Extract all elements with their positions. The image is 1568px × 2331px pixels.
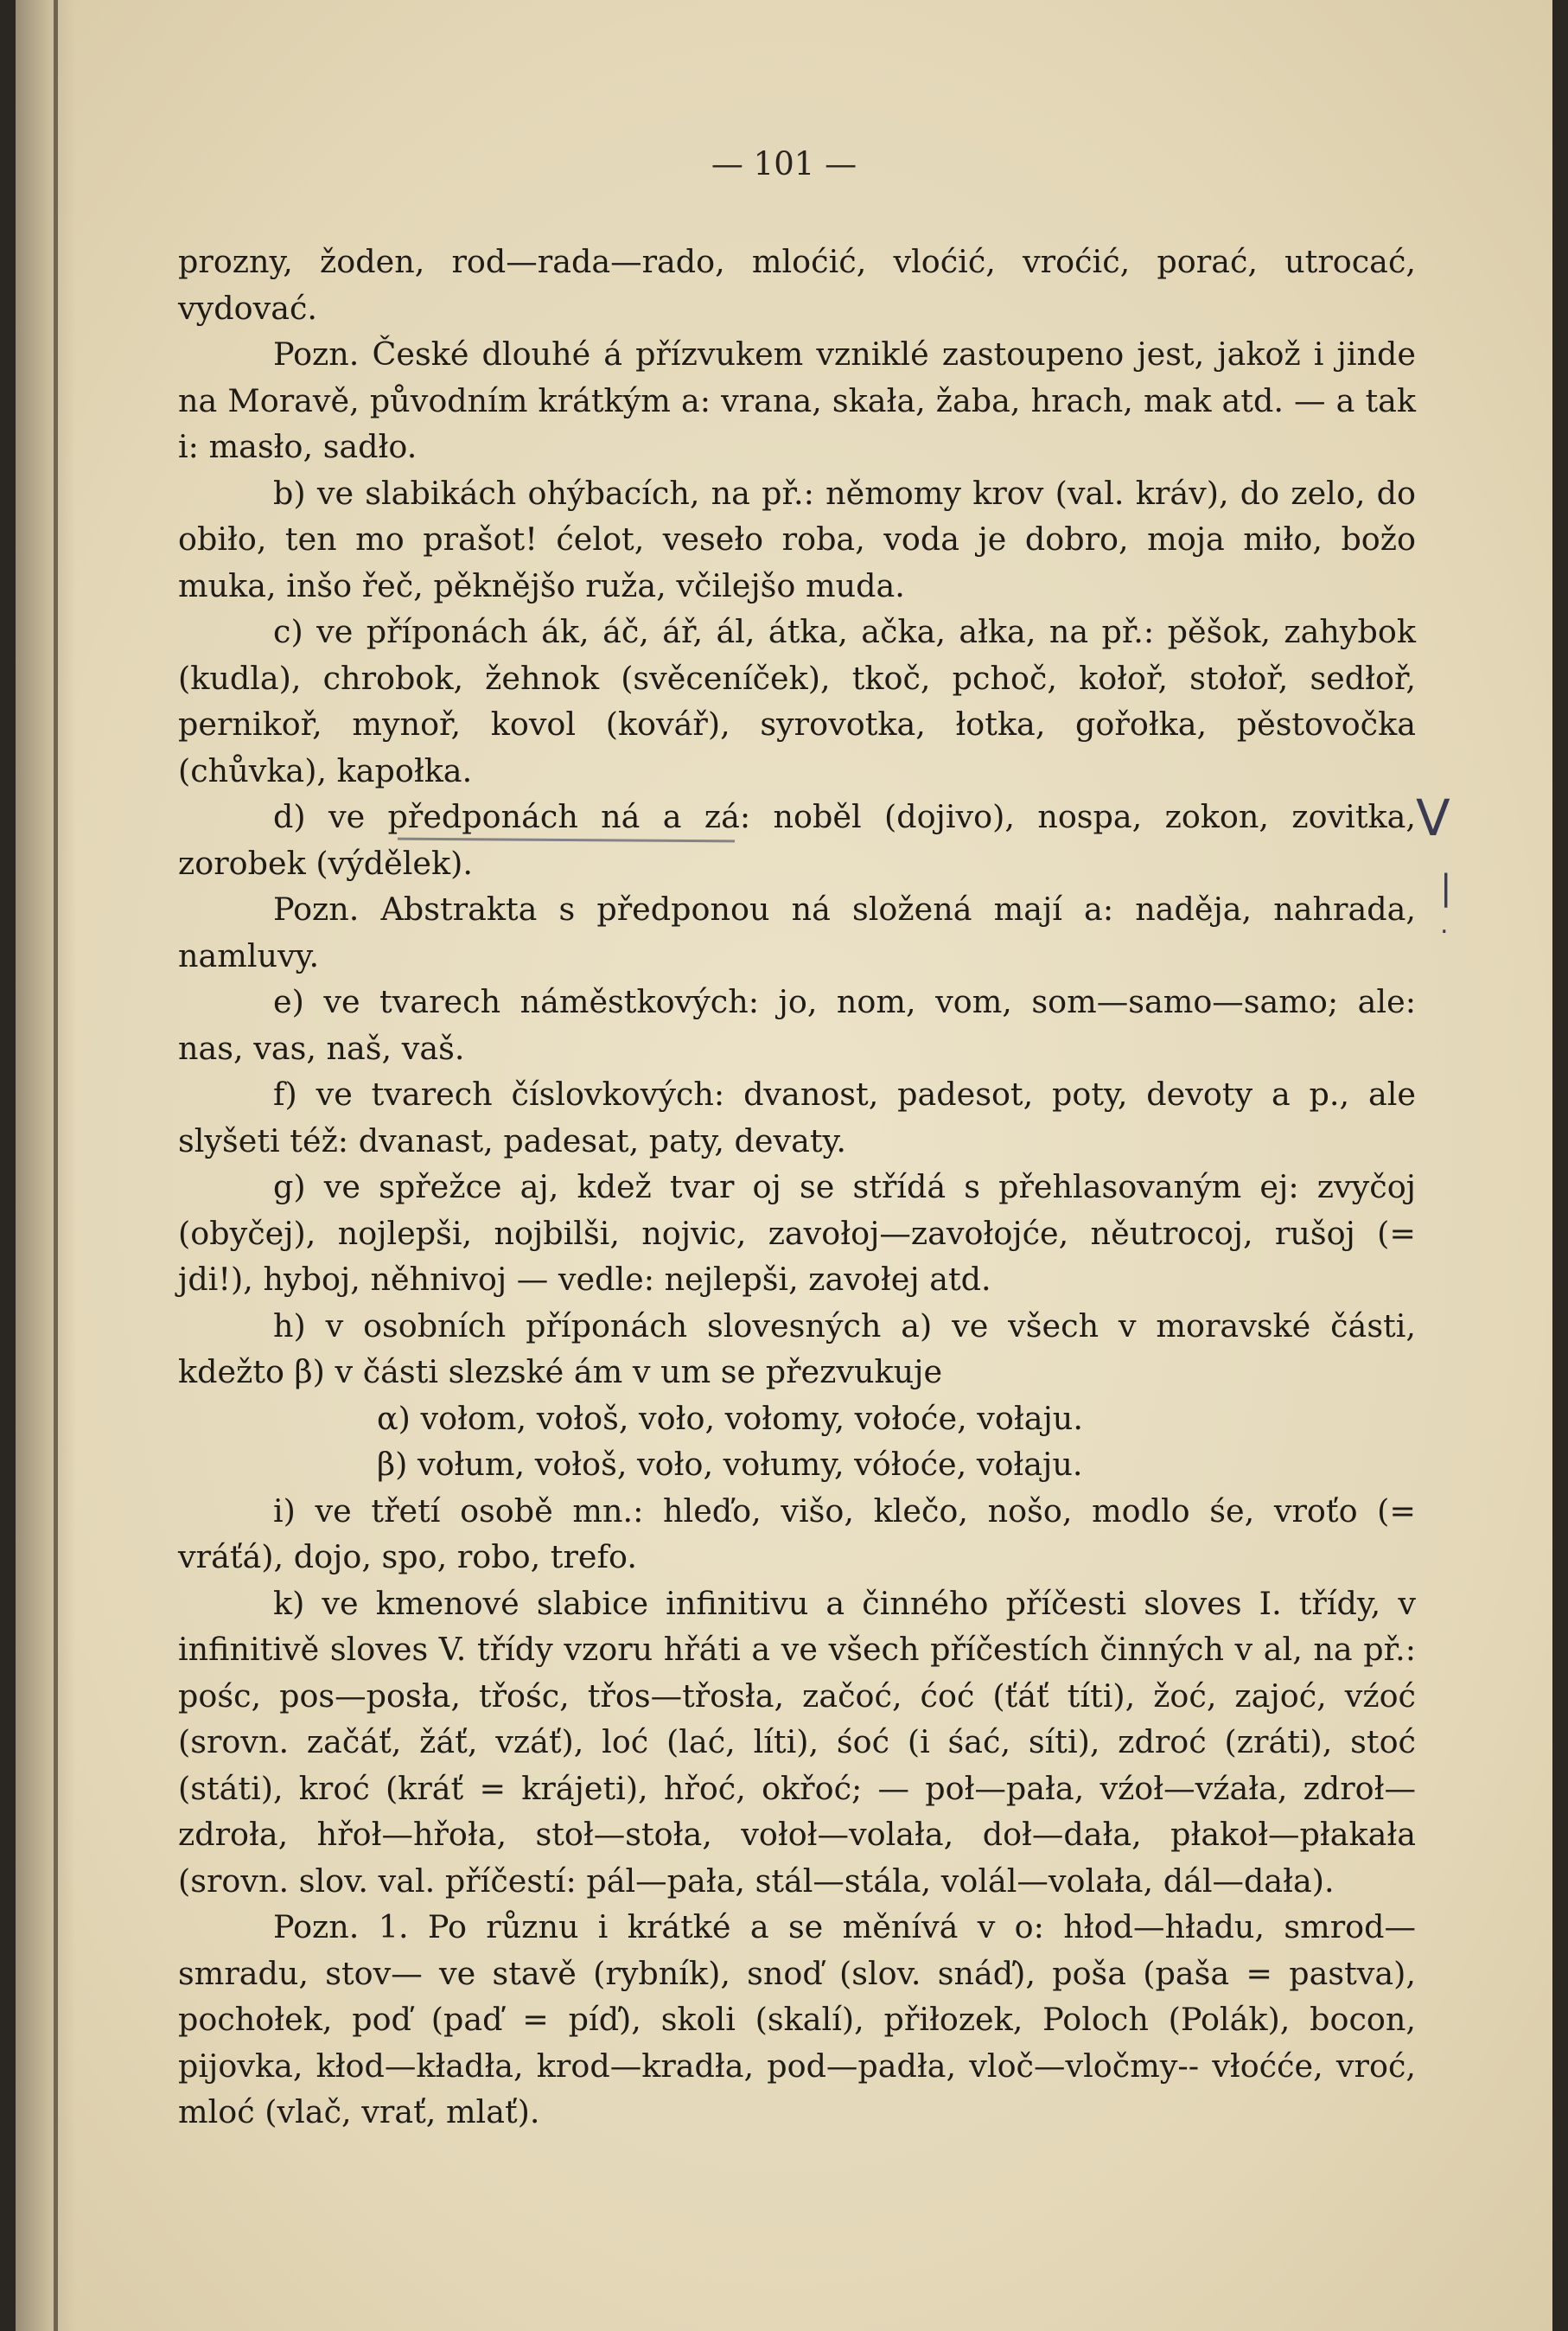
margin-bar-mark: | xyxy=(1440,868,1452,908)
margin-dot-mark: . xyxy=(1440,910,1449,940)
paragraph: f) ve tvarech číslovkových: dvanost, padesot, poty, devoty a p., ale slyšeti též: dvanast, padesat, paty, devaty. xyxy=(178,1076,1416,1159)
book-page xyxy=(16,0,1552,2331)
paragraph: g) ve spřežce aj, kdež tvar oj se střídá s přehlasovaným ej: zvyčoj (obyčej), nojlepši, nojbilši, nojvic, zavołoj—zavołojće, něutrocoj, rušoj (= jdi!), hyboj, něhnivoj — vedle: nejlepši, zavołej atd. xyxy=(178,1168,1416,1298)
paragraph: prozny, žoden, rod—rada—rado, mloćić, vloćić, vroćić, porać, utrocać, vydovać. xyxy=(178,243,1416,327)
page-number: — 101 — xyxy=(711,145,857,182)
paragraph: Pozn. Abstrakta s předponou ná složená mají a: naděja, nahrada, namluvy. xyxy=(178,891,1416,974)
paragraph: c) ve příponách ák, áč, ář, ál, átka, ačka, ałka, na př.: pěšok, zahybok (kudla), chrobok, žehnok (svěceníček), tkoč, pchoč, kołoř, stołoř, sedłoř, pernikoř, mynoř, kovol (kovář), syrovotka, łotka, gořołka, pěstovočka (chůvka), kapołka. xyxy=(178,613,1416,789)
paragraph: h) v osobních příponách slovesných a) ve všech v moravské části, kdežto β) v části slezské ám v um se přezvukuje xyxy=(178,1306,1416,1390)
paragraph: e) ve tvarech náměstkových: jo, nom, vom, som—samo—samo; ale: nas, vas, naš, vaš. xyxy=(178,983,1416,1067)
paradigm-line: β) vołum, vołoš, voło, vołumy, vółoće, vołaju. xyxy=(377,1446,1083,1483)
book-spine-shadow xyxy=(16,0,76,2331)
paragraph: k) ve kmenové slabice infinitivu a činného příčesti sloves I. třídy, v infinitivě sloves V. třídy vzoru hřáti a ve všech příčestích činných v al, na př.: pośc, pos—posła, třośc, třos—třosła, začoć, ćoć (ťáť títi), žoć, zajoć, vźoć (srovn. začáť, žáť, vzáť), loć (lać, líti), śoć (i śać, síti), zdroć (zráti), stoć (státi), kroć (kráť = krájeti), hřoć, okřoć; — poł—pała, vźoł—vźała, zdroł—zdroła, hřoł—hřoła, stoł—stoła, vołoł—volała, doł—dała, płakoł—płakała (srovn. slov. val. příčestí: pál—pała, stál—stála, volál—volała, dál—dała). xyxy=(178,1584,1416,1900)
margin-v-mark: V xyxy=(1416,789,1450,847)
paragraph: d) ve předponách ná a zá: noběl (dojivo), nospa, zokon, zovitka, zorobek (výdělek). xyxy=(178,798,1416,882)
paragraph: Pozn. 1. Po různu i krátké a se měnívá v o: hłod—hładu, smrod—smradu, stov— ve stavě (rybník), snoď (slov. snáď), poša (paša = pastva), pochołek, poď (paď = píď), skoli (skalí), přiłozek, Poloch (Polák), bocon, pijovka, kłod—kładła, krod—kradła, pod—padła, vloč—vločmy-- vłoćće, vroć, mloć (vlač, vrať, mlať). xyxy=(178,1908,1416,2130)
paradigm-line: α) vołom, vołoš, voło, vołomy, vołoće, vołaju. xyxy=(377,1399,1083,1437)
paragraph: Pozn. České dlouhé á přízvukem vzniklé zastoupeno jest, jakož i jinde na Moravě, původním krátkým a: vrana, skała, žaba, hrach, mak atd. — a tak i: masło, sadło. xyxy=(178,335,1416,465)
binding-edge xyxy=(54,0,58,2331)
paragraph: b) ve slabikách ohýbacích, na př.: němomy krov (val. kráv), do zelo, do obiło, ten mo prašot! ćelot, veseło roba, voda je dobro, moja miło, božo muka, inšo řeč, pěknějšo ruža, včilejšo muda. xyxy=(178,474,1416,604)
body-text xyxy=(178,239,1416,2136)
paragraph: i) ve třetí osobě mn.: hleďo, višo, klečo, nošo, modlo śe, vroťo (= vráťá), dojo, spo, robo, trefo. xyxy=(178,1491,1416,1575)
